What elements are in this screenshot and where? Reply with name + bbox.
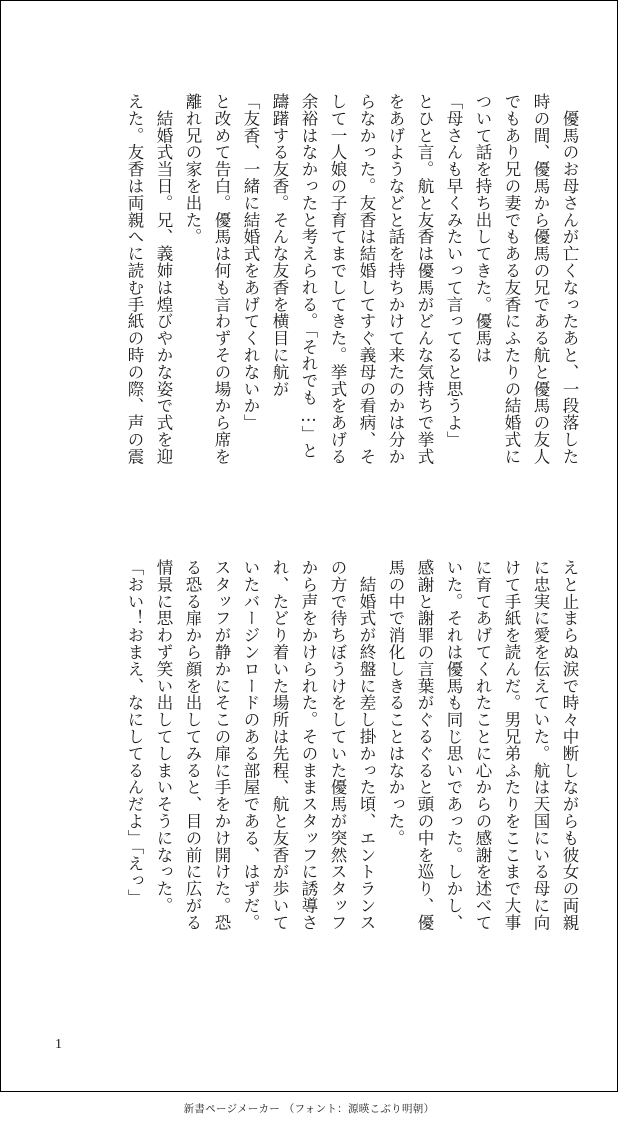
text-column: とひと言。航と友香は優馬がどんな気持ちで挙式 xyxy=(415,93,434,465)
text-column: 結婚式当日。兄、義姉は煌びやかな姿で式を迎 xyxy=(154,93,173,465)
text-column: 感謝と謝罪の言葉がぐるぐると頭の中を巡り、優 xyxy=(415,559,434,931)
text-column: 結婚式が終盤に差し掛かった頃、エントランス xyxy=(357,559,376,931)
text-column: 情景に思わず笑い出してしまいそうになった。 xyxy=(154,559,173,914)
text-column: 余裕はなかったと考えられる。「それでも…」と xyxy=(299,93,318,460)
text-column: して一人娘の子育てまでしてきた。挙式をあげる xyxy=(328,93,347,465)
text-column: れ、たどり着いた場所は先程、航と友香が歩いて xyxy=(270,559,289,931)
text-column: から声をかけられた。そのままスタッフに誘導さ xyxy=(299,559,318,931)
text-column: に育てあげてくれたことに心からの感謝を述べて xyxy=(473,559,492,931)
text-column: いたバージンロードのある部屋である、はずだ。 xyxy=(241,559,260,931)
footer-caption: 新書ページメーカー （フォント：源暎こぶり明朝） xyxy=(183,1103,435,1115)
text-column: 「母さんも早くみたいって言ってると思うよ」 xyxy=(444,93,463,448)
text-column: に忠実に愛を伝えていた。航は天国にいる母に向 xyxy=(531,559,550,931)
text-column: 躊躇する友香。そんな友香を横目に航が xyxy=(270,93,289,398)
text-column: る恐る扉から顔を出してみると、目の前に広がる xyxy=(183,559,202,931)
text-column: 「おい！おまえ、なにしてるんだよ」「えっ」 xyxy=(125,559,144,906)
text-block-upper xyxy=(1,93,617,531)
text-column: ついて話を持ち出してきた。優馬は xyxy=(473,93,492,364)
text-column: と改めて告白。優馬は何も言わずその場から席を xyxy=(212,93,231,465)
text-column: らなかった。友香は結婚してすぐ義母の看病、そ xyxy=(357,93,376,465)
text-column: 優馬のお母さんが亡くなったあと、一段落した xyxy=(560,93,579,465)
text-column: けて手紙を読んだ。男兄弟ふたりをここまで大事 xyxy=(502,559,521,931)
text-column: 離れ兄の家を出た。 xyxy=(183,93,202,246)
text-column: の方で待ちぼうけをしていた優馬が突然スタッフ xyxy=(328,559,347,931)
text-column: 馬の中で消化しきることはなかった。 xyxy=(386,559,405,847)
text-column: えと止まらぬ涙で時々中断しながらも彼女の両親 xyxy=(560,559,579,931)
text-column: 時の間、優馬から優馬の兄である航と優馬の友人 xyxy=(531,93,550,465)
text-block-lower xyxy=(1,559,617,999)
page-number: 1 xyxy=(55,1037,62,1052)
text-column: スタッフが静かにそこの扉に手をかけ開けた。恐 xyxy=(212,559,231,931)
text-column: いた。それは優馬も同じ思いであった。しかし、 xyxy=(444,559,463,931)
text-column: でもあり兄の妻でもある友香にふたりの結婚式に xyxy=(502,93,521,465)
text-column: 「友香、一緒に結婚式をあげてくれないか」 xyxy=(241,93,260,431)
text-column: えた。友香は両親へに読む手紙の時の際、声の震 xyxy=(125,93,144,465)
text-column: をあげようなどと話を持ちかけて来たのかは分か xyxy=(386,93,405,465)
